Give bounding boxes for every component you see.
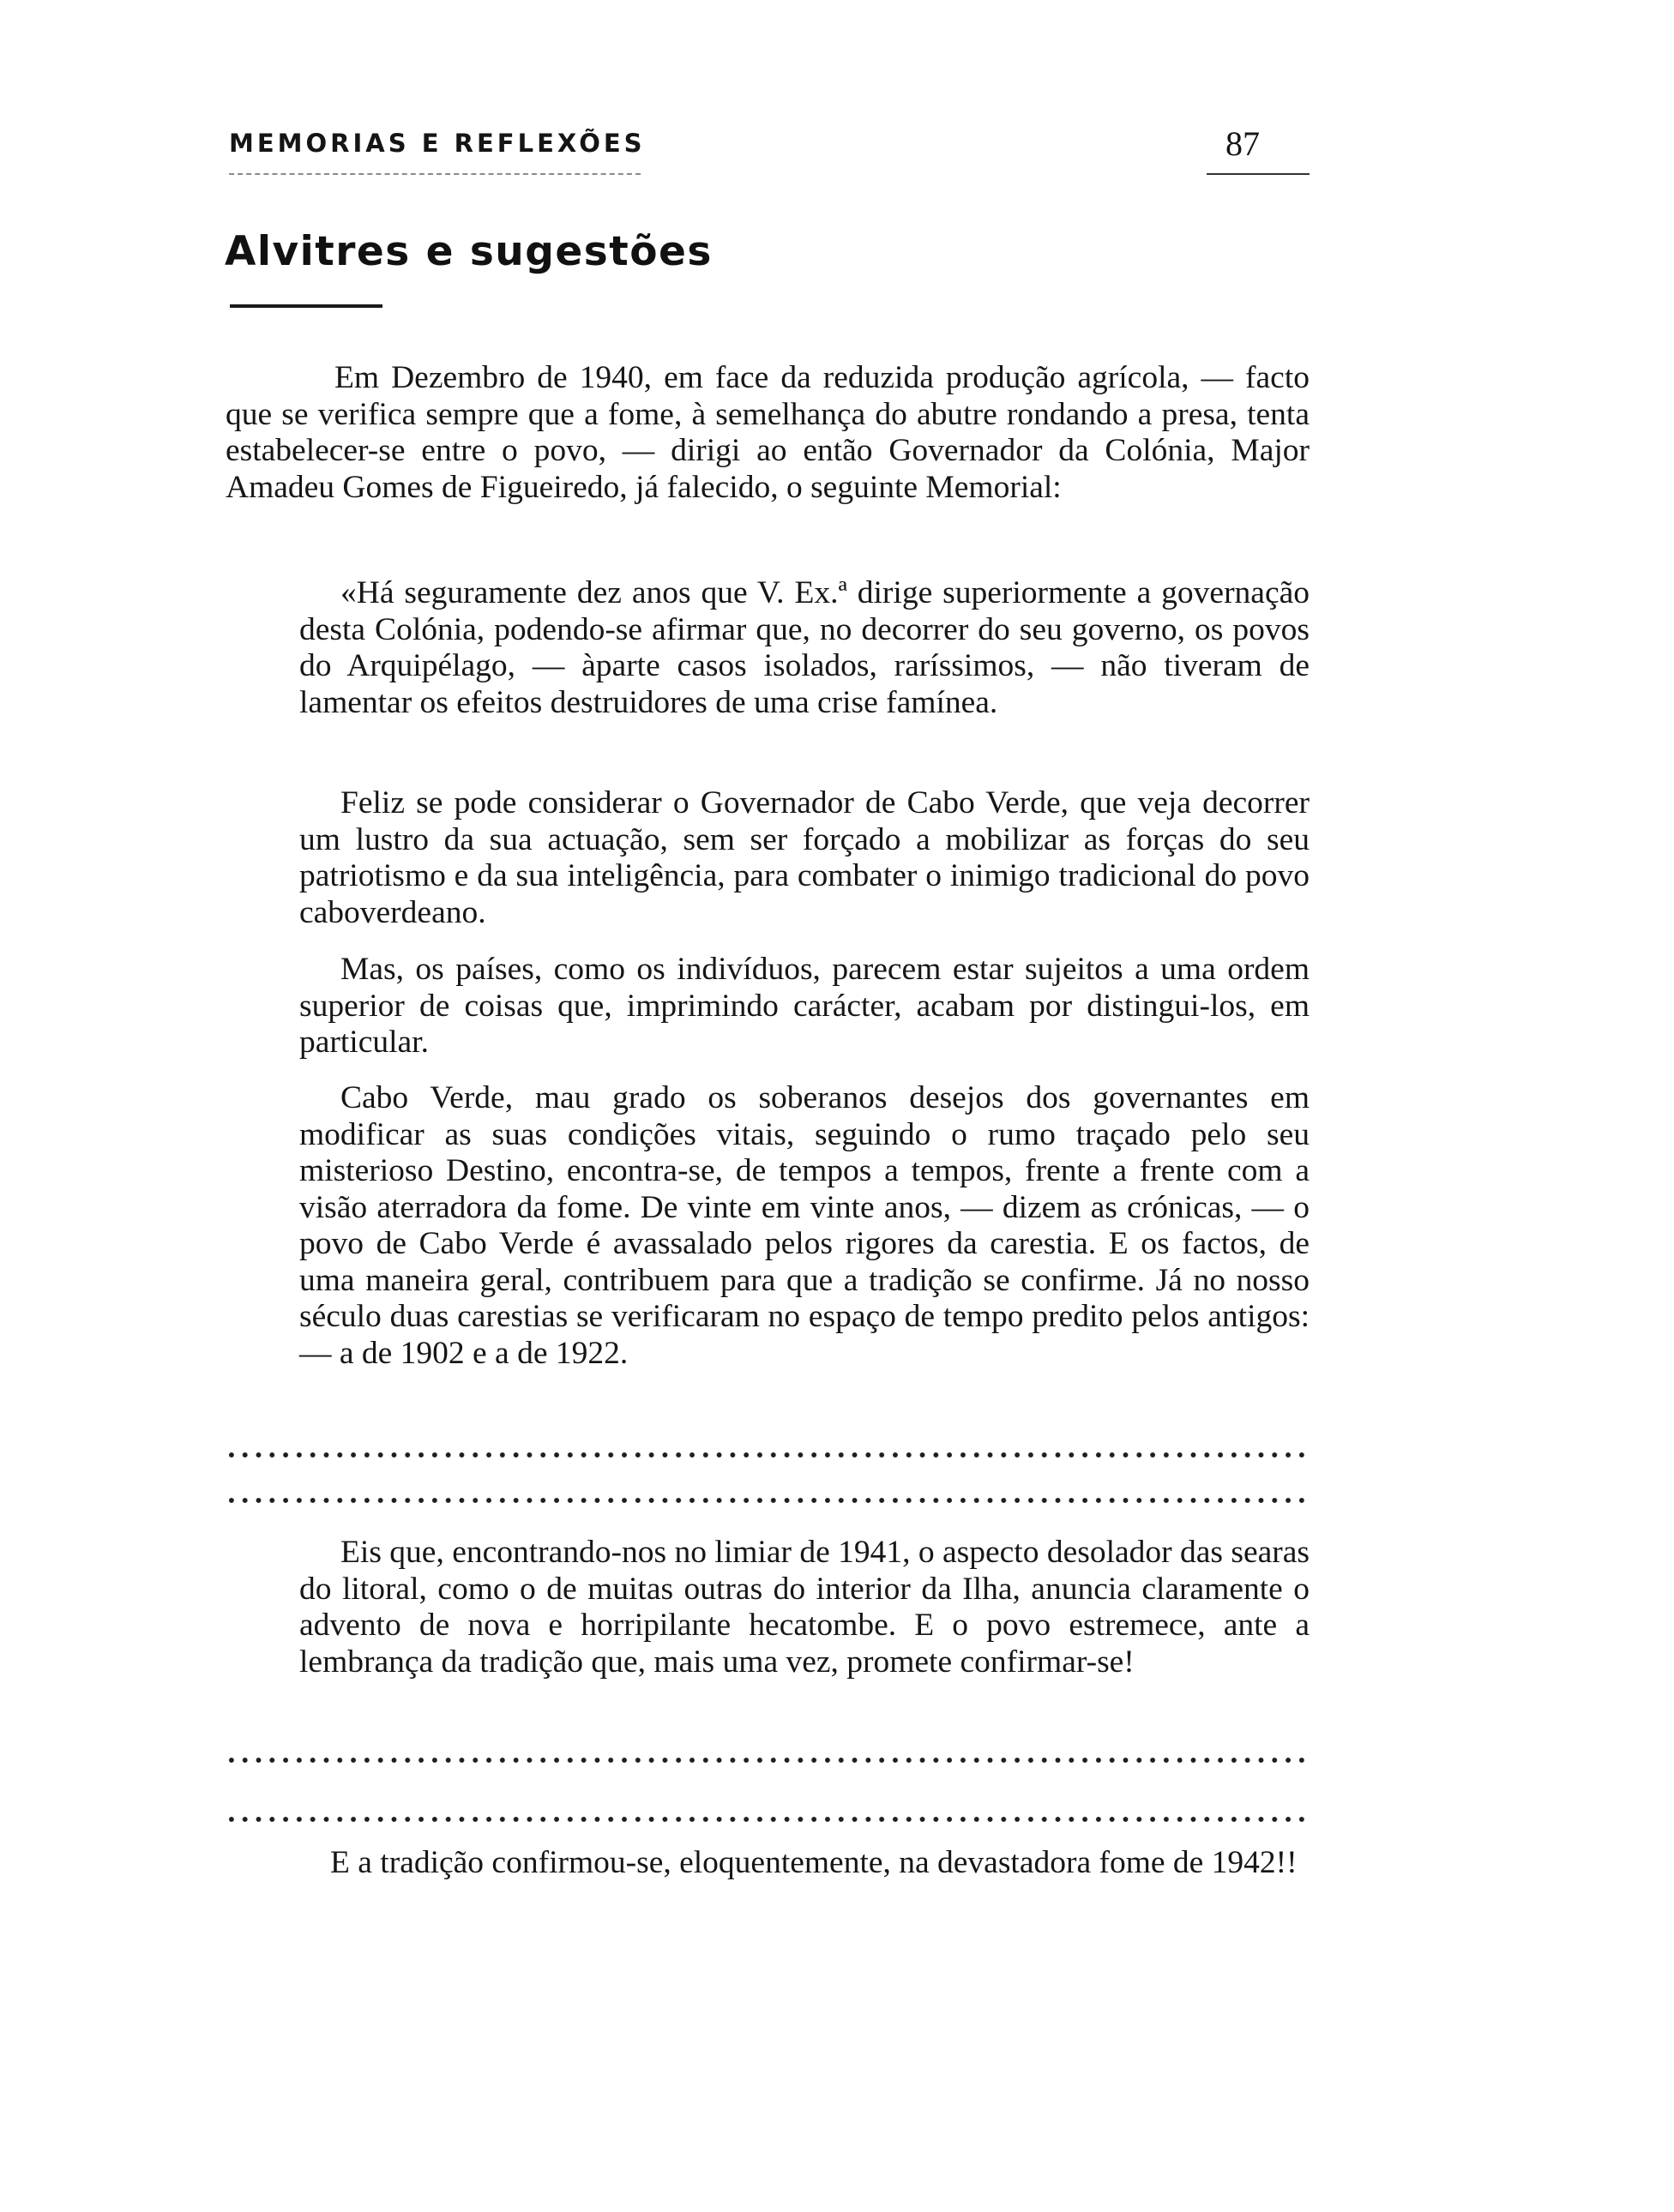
page-number-rule bbox=[1207, 173, 1310, 175]
intro-paragraph: Em Dezembro de 1940, em face da reduzida produção agrícola, — facto que se verifica sempre que a fome, à semelhança do abutre rondando a presa, tenta estabelecer-se entre o povo, — dirigi ao então Governador da Colónia, Major Amadeu Gomes de Figueiredo, já falecido, o seguinte Memorial: bbox=[226, 360, 1310, 505]
memorial-paragraph-1: «Há seguramente dez anos que V. Ex.ª dirige superiormente a governação desta Colónia, podendo-se afirmar que, no decorrer do seu governo, os povos do Arquipélago, — àparte casos isolados, raríssimos, — não tiveram de lamentar os efeitos destruidores de uma crise famínea. bbox=[299, 575, 1310, 720]
memorial-paragraph-4: Cabo Verde, mau grado os soberanos desejos dos governantes em modificar as suas condições vitais, seguindo o rumo traçado pelo seu misterioso Destino, encontra-se, de tempos a tempos, frente a frente com a visão aterradora da fome. De vinte em vinte anos, — dizem as crónicas, — o povo de Cabo Verde é avassalado pelos rigores da carestia. E os factos, de uma maneira geral, contribuem para que a tradição se confirme. Já no nosso século duas carestias se verificaram no espaço de tempo predito pelos antigos: — a de 1902 e a de 1922. bbox=[299, 1080, 1310, 1371]
ellipsis-dot-row bbox=[225, 1756, 1310, 1764]
closing-paragraph: E a tradição confirmou-se, eloquentemente, na devastadora fome de 1942!! bbox=[330, 1845, 1298, 1880]
running-title-rule bbox=[229, 173, 641, 175]
running-head bbox=[229, 123, 1310, 183]
ellipsis-dot-row bbox=[225, 1451, 1310, 1459]
ellipsis-dot-row bbox=[225, 1496, 1310, 1505]
ellipsis-dot-row bbox=[225, 1815, 1310, 1824]
memorial-paragraph-5: Eis que, encontrando-nos no limiar de 1941, o aspecto desolador das searas do litoral, como o de muitas outras do interior da Ilha, anuncia claramente o advento de nova e horripilante hecatombe. E o povo estremece, ante a lembrança da tradição que, mais uma vez, promete confirmar-se! bbox=[299, 1535, 1310, 1680]
memorial-paragraph-3: Mas, os países, como os indivíduos, parecem estar sujeitos a uma ordem superior de coisas que, imprimindo carácter, acabam por distingui-los, em particular. bbox=[299, 952, 1310, 1060]
chapter-title-rule bbox=[230, 304, 382, 308]
chapter-title: Alvitres e sugestões bbox=[225, 228, 713, 275]
memorial-paragraph-2: Feliz se pode considerar o Governador de Cabo Verde, que veja decorrer um lustro da sua actuação, sem ser forçado a mobilizar as forças do seu patriotismo e da sua inteligência, para combater o inimigo tradicional do povo caboverdeano. bbox=[299, 785, 1310, 930]
page-number: 87 bbox=[1225, 124, 1260, 163]
running-title: MEMORIAS E REFLEXÕES bbox=[229, 129, 646, 158]
